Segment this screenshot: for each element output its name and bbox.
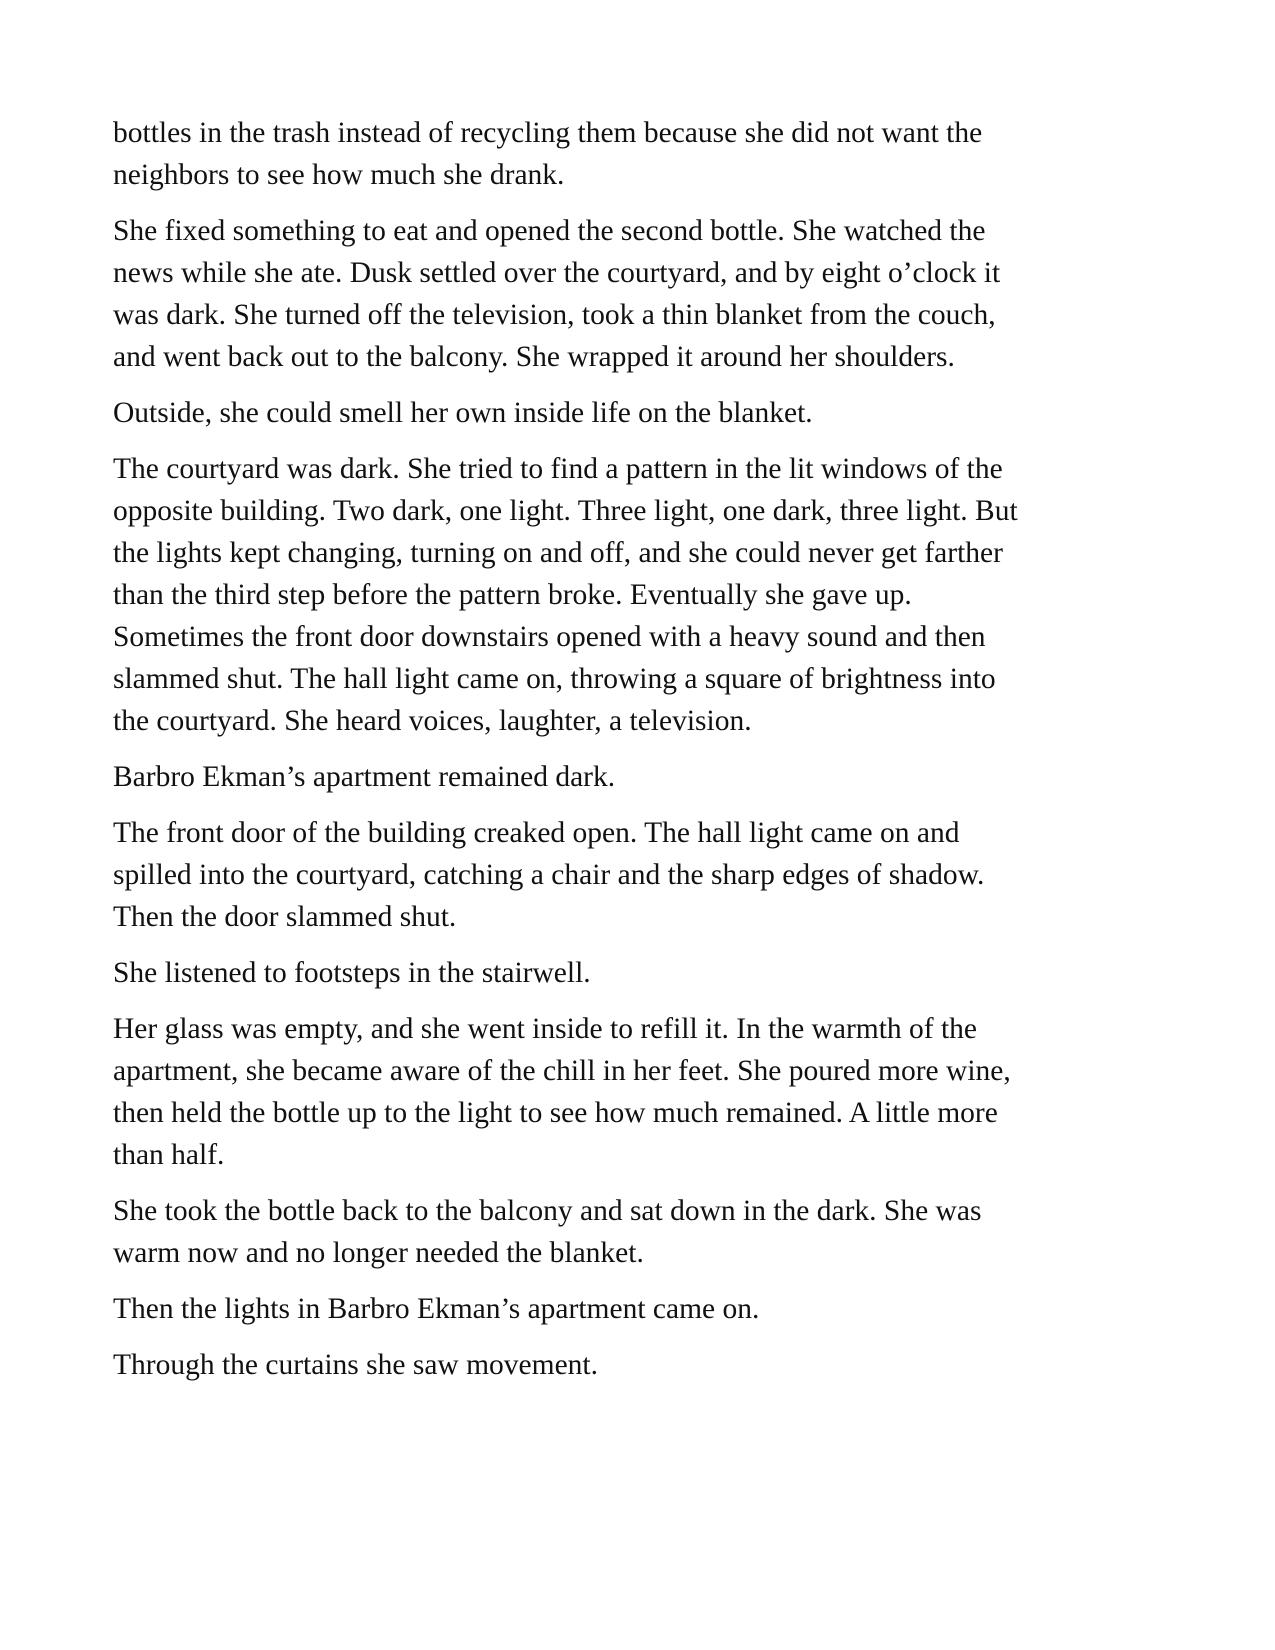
text-line: The courtyard was dark. She tried to find a pattern in the lit windows of the: [113, 453, 1003, 485]
paragraph: [113, 1288, 1173, 1330]
text-line: Through the curtains she saw movement.: [113, 1349, 598, 1381]
text-line: She took the bottle back to the balcony and sat down in the dark. She was: [113, 1195, 982, 1227]
text-line: opposite building. Two dark, one light. Three light, one dark, three light. But: [113, 495, 1018, 527]
text-line: Then the lights in Barbro Ekman’s apartment came on.: [113, 1293, 760, 1325]
paragraph: [113, 392, 1173, 434]
text-line: Sometimes the front door downstairs opened with a heavy sound and then: [113, 621, 986, 653]
paragraph: [113, 756, 1173, 798]
text-line: The front door of the building creaked open. The hall light came on and: [113, 817, 960, 849]
text-line: spilled into the courtyard, catching a chair and the sharp edges of shadow.: [113, 859, 985, 891]
paragraph: [113, 448, 1173, 742]
text-line: news while she ate. Dusk settled over the courtyard, and by eight o’clock it: [113, 257, 1001, 289]
paragraph: [113, 1190, 1173, 1274]
text-line: than the third step before the pattern broke. Eventually she gave up.: [113, 579, 912, 611]
text-line: Barbro Ekman’s apartment remained dark.: [113, 761, 616, 793]
paragraph: [113, 210, 1173, 378]
text-line: She fixed something to eat and opened the second bottle. She watched the: [113, 215, 986, 247]
text-line: Her glass was empty, and she went inside to refill it. In the warmth of the: [113, 1013, 978, 1045]
text-line: She listened to footsteps in the stairwell.: [113, 957, 591, 989]
paragraph: [113, 1344, 1173, 1386]
text-line: and went back out to the balcony. She wrapped it around her shoulders.: [113, 341, 955, 373]
paragraph: [113, 112, 1173, 196]
paragraph: [113, 812, 1173, 938]
text-line: the courtyard. She heard voices, laughter, a television.: [113, 705, 752, 737]
text-line: was dark. She turned off the television, took a thin blanket from the couch,: [113, 299, 996, 331]
text-line: warm now and no longer needed the blanket.: [113, 1237, 644, 1269]
text-line: bottles in the trash instead of recycling them because she did not want the: [113, 117, 983, 149]
text-line: slammed shut. The hall light came on, throwing a square of brightness into: [113, 663, 996, 695]
text-line: Outside, she could smell her own inside life on the blanket.: [113, 397, 813, 429]
paragraph: [113, 1008, 1173, 1176]
paragraph: [113, 952, 1173, 994]
text-line: then held the bottle up to the light to see how much remained. A little more: [113, 1097, 998, 1129]
text-line: the lights kept changing, turning on and off, and she could never get farther: [113, 537, 1003, 569]
text-line: than half.: [113, 1139, 225, 1171]
text-line: Then the door slammed shut.: [113, 901, 457, 933]
body-text: [113, 112, 1173, 1400]
text-line: apartment, she became aware of the chill in her feet. She poured more wine,: [113, 1055, 1011, 1087]
text-line: neighbors to see how much she drank.: [113, 159, 565, 191]
